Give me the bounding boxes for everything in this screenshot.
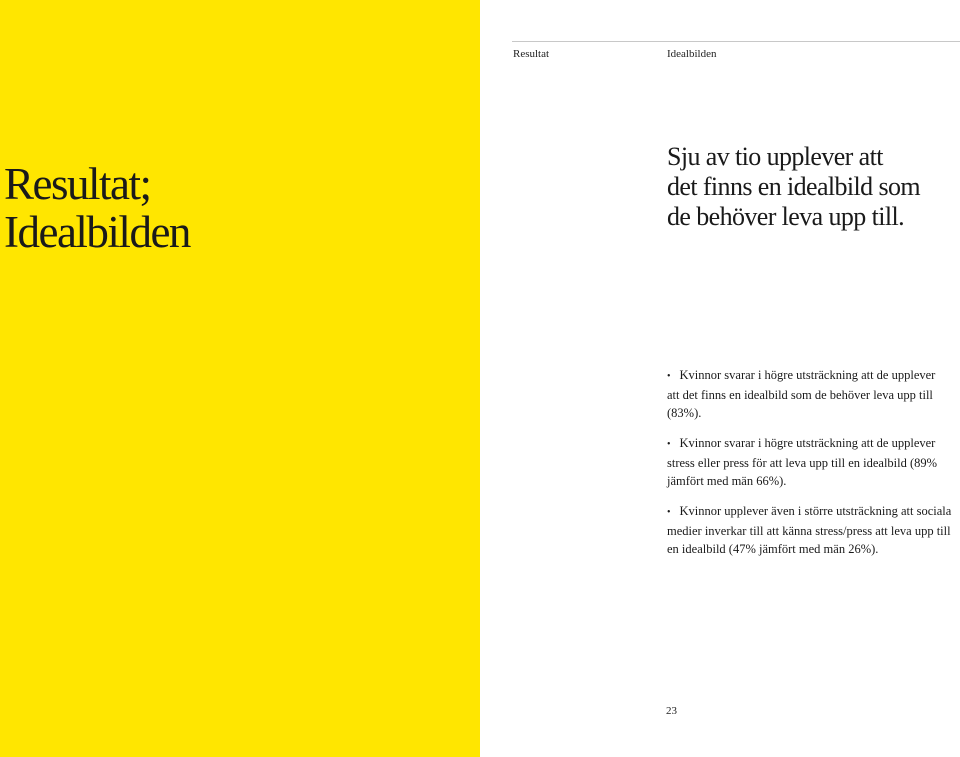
section-title <box>4 160 190 256</box>
finding-2-line-2: stress eller press för att leva upp till en idealbild (89% <box>667 456 938 470</box>
section-title-line-1: Resultat; <box>4 159 151 209</box>
finding-3-line-1: Kvinnor upplever även i större utsträckning att sociala <box>679 504 952 518</box>
headline-line-2: det finns en idealbild som <box>667 172 921 201</box>
page-number: 23 <box>666 705 677 717</box>
running-head-section: Resultat <box>513 48 550 60</box>
bullet-marker: • <box>667 439 671 450</box>
finding-1-line-1: Kvinnor svarar i högre utsträckning att de upplever <box>679 368 936 382</box>
finding-3-line-2: medier inverkar till att känna stress/press att leva upp till <box>667 524 951 538</box>
finding-item-1 <box>667 366 957 422</box>
headline-line-3: de behöver leva upp till. <box>667 202 904 231</box>
right-page <box>480 0 960 757</box>
bullet-marker: • <box>667 507 671 518</box>
finding-3-line-3: en idealbild (47% jämfört med män 26%). <box>667 542 879 556</box>
finding-item-3 <box>667 502 957 558</box>
finding-2-line-1: Kvinnor svarar i högre utsträckning att de upplever <box>679 436 936 450</box>
finding-1-line-3: (83%). <box>667 406 702 420</box>
section-title-line-2: Idealbilden <box>4 207 190 257</box>
header-rule <box>512 41 960 42</box>
finding-1-line-2: att det finns en idealbild som de behöver leva upp till <box>667 388 933 402</box>
finding-2-line-3: jämfört med män 66%). <box>667 474 787 488</box>
running-head-chapter: Idealbilden <box>667 48 717 60</box>
headline-line-1: Sju av tio upplever att <box>667 142 883 171</box>
finding-item-2 <box>667 434 957 490</box>
bullet-marker: • <box>667 371 671 382</box>
headline <box>667 142 957 232</box>
findings-list <box>667 366 957 558</box>
